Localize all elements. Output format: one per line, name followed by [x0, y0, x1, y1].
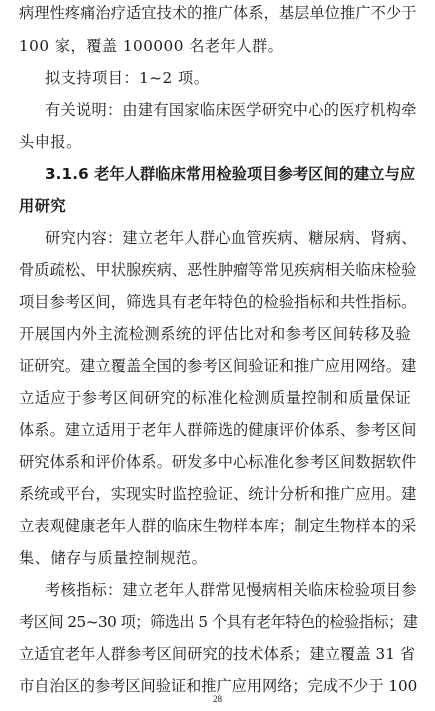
text-line: 病理性疼痛治疗适宜技术的推广体系，基层单位推广不少于	[19, 4, 417, 22]
text-line: 考区间 25~30 项；筛选出 5 个具有老年特色的检验指标；建	[19, 613, 418, 631]
text-line: 研究内容：建立老年人群心血管疾病、糖尿病、肾病、	[45, 229, 417, 247]
text-line: 100 家，覆盖 100000 名老年人群。	[19, 37, 284, 55]
text-line: 考核指标：建立老年人群常见慢病相关临床检验项目参	[45, 581, 417, 599]
text-line: 有关说明：由建有国家临床医学研究中心的医疗机构牵	[45, 101, 417, 119]
text-line: 立适应于参考区间研究的标准化检测质量控制和质量保证	[19, 389, 412, 407]
text-line: 集、储存与质量控制规范。	[19, 549, 208, 567]
text-line: 拟支持项目：1~2 项。	[45, 69, 210, 87]
text-line: 立表观健康老年人群的临床生物样本库；制定生物样本的采	[19, 517, 417, 535]
text-line: 开展国内外主流检测系统的评估比对和参考区间转移及验	[19, 325, 412, 343]
page-number: 28	[213, 694, 222, 704]
text-line: 体系。建立适用于老年人群筛选的健康评价体系、参考区间	[19, 421, 417, 439]
text-line: 立适宜老年人群参考区间研究的技术体系；建立覆盖 31 省	[19, 645, 416, 663]
text-line: 头申报。	[19, 133, 82, 151]
text-line: 市自治区的参考区间验证和推广应用网络；完成不少于 100	[19, 677, 418, 695]
text-line: 研究体系和评价体系。研发多中心标准化参考区间数据软件	[19, 453, 417, 471]
section-heading-cont: 用研究	[19, 197, 67, 215]
text-line: 项目参考区间，筛选具有老年特色的检验指标和共性指标。	[19, 293, 417, 311]
text-line: 骨质疏松、甲状腺疾病、恶性肿瘤等常见疾病相关临床检验	[19, 261, 417, 279]
section-heading: 3.1.6 老年人群临床常用检验项目参考区间的建立与应	[45, 165, 416, 183]
text-line: 系统或平台，实现实时监控验证、统计分析和推广应用。建	[19, 485, 417, 503]
text-line: 证研究。建立覆盖全国的参考区间验证和推广应用网络。建	[19, 357, 417, 375]
